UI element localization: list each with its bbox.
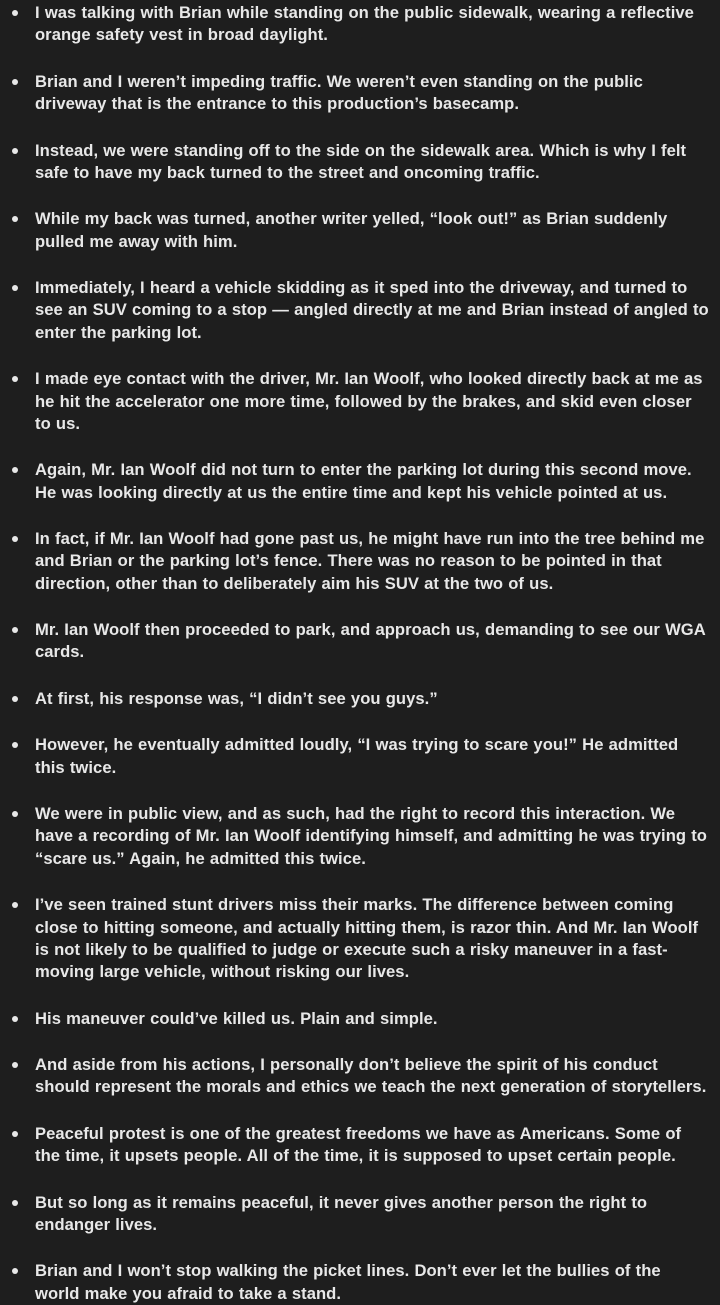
bullet-point — [12, 1200, 18, 1206]
list-item-text: His maneuver could’ve killed us. Plain and simple. — [35, 1008, 438, 1028]
bullet-point — [12, 148, 18, 154]
list-item — [11, 803, 710, 870]
bullet-point — [12, 216, 18, 222]
bullet-point — [12, 1062, 18, 1068]
bullet-point — [12, 10, 18, 16]
list-item-text: Brian and I weren’t impeding traffic. We weren’t even standing on the public driveway that is the entrance to this production’s basecamp. — [35, 71, 643, 114]
list-item — [11, 1260, 710, 1305]
bullet-point — [12, 811, 18, 817]
list-item — [11, 619, 710, 664]
list-item-text: I made eye contact with the driver, Mr. Ian Woolf, who looked directly back at me as he hit the accelerator one more time, followed by the brakes, and skid even closer to us. — [35, 369, 703, 433]
list-item — [11, 894, 710, 983]
list-item-text: In fact, if Mr. Ian Woolf had gone past us, he might have run into the tree behind me and Brian or the parking lot’s fence. There was no reason to be pointed in that direction, other than to deliberately aim his SUV at the two of us. — [35, 529, 705, 593]
bullet-point — [12, 742, 18, 748]
list-item-text: Immediately, I heard a vehicle skidding as it sped into the driveway, and turned to see an SUV coming to a stop — angled directly at me and Brian instead of angled to enter the parking lot. — [35, 278, 709, 342]
list-item-text: We were in public view, and as such, had the right to record this interaction. We have a recording of Mr. Ian Woolf identifying himself, and admitting he was trying to “scare us.” Again, he admitted this twice. — [35, 804, 707, 868]
bullet-point — [12, 696, 18, 702]
list-item-text: And aside from his actions, I personally don’t believe the spirit of his conduct should represent the morals and ethics we teach the next generation of storytellers. — [35, 1055, 707, 1097]
list-item-text: I was talking with Brian while standing on the public sidewalk, wearing a reflective orange safety vest in broad daylight. — [35, 3, 694, 45]
bullet-list — [11, 2, 710, 1305]
list-item-text: At first, his response was, “I didn’t see you guys.” — [35, 688, 438, 708]
list-item — [11, 688, 710, 710]
list-item — [11, 1008, 710, 1030]
list-item-text: While my back was turned, another writer yelled, “look out!” as Brian suddenly pulled me away with him. — [35, 209, 668, 251]
list-item — [11, 1054, 710, 1099]
list-item — [11, 71, 710, 116]
list-item — [11, 459, 710, 504]
list-item-text: Peaceful protest is one of the greatest freedoms we have as Americans. Some of the time, it upsets people. All of the time, it is supposed to upset certain people. — [35, 1123, 682, 1166]
bullet-point — [12, 467, 18, 473]
list-item — [11, 1192, 710, 1237]
bullet-point — [12, 285, 18, 291]
list-item — [11, 208, 710, 253]
list-item-text: Brian and I won’t stop walking the picket lines. Don’t ever let the bullies of the world make you afraid to take a stand. — [35, 1261, 661, 1303]
list-item-text: Instead, we were standing off to the side on the sidewalk area. Which is why I felt safe to have my back turned to the street and oncoming traffic. — [35, 140, 687, 182]
list-item — [11, 277, 710, 344]
list-item-text: Again, Mr. Ian Woolf did not turn to enter the parking lot during this second move. He was looking directly at us the entire time and kept his vehicle pointed at us. — [35, 460, 692, 502]
list-item — [11, 528, 710, 595]
list-item — [11, 140, 710, 185]
list-item — [11, 1123, 710, 1168]
bullet-point — [12, 1016, 18, 1022]
list-item — [11, 2, 710, 47]
list-item-text: I’ve seen trained stunt drivers miss their marks. The difference between coming close to hitting someone, and actually hitting them, is razor thin. And Mr. Ian Woolf is not likely to be qualified to judge or execute such a risky maneuver in a fast-moving large vehicle, without risking our lives. — [35, 895, 699, 982]
list-item — [11, 368, 710, 435]
list-item-text: But so long as it remains peaceful, it never gives another person the right to endanger lives. — [35, 1192, 648, 1234]
bullet-point — [12, 376, 18, 382]
bullet-point — [12, 1268, 18, 1274]
list-item-text: However, he eventually admitted loudly, “I was trying to scare you!” He admitted this twice. — [35, 735, 679, 777]
bullet-point — [12, 627, 18, 633]
list-item — [11, 734, 710, 779]
bullet-point — [12, 536, 18, 542]
bullet-point — [12, 1131, 18, 1137]
bullet-point — [12, 902, 18, 908]
bullet-point — [12, 79, 18, 85]
list-item-text: Mr. Ian Woolf then proceeded to park, and approach us, demanding to see our WGA cards. — [35, 620, 706, 662]
